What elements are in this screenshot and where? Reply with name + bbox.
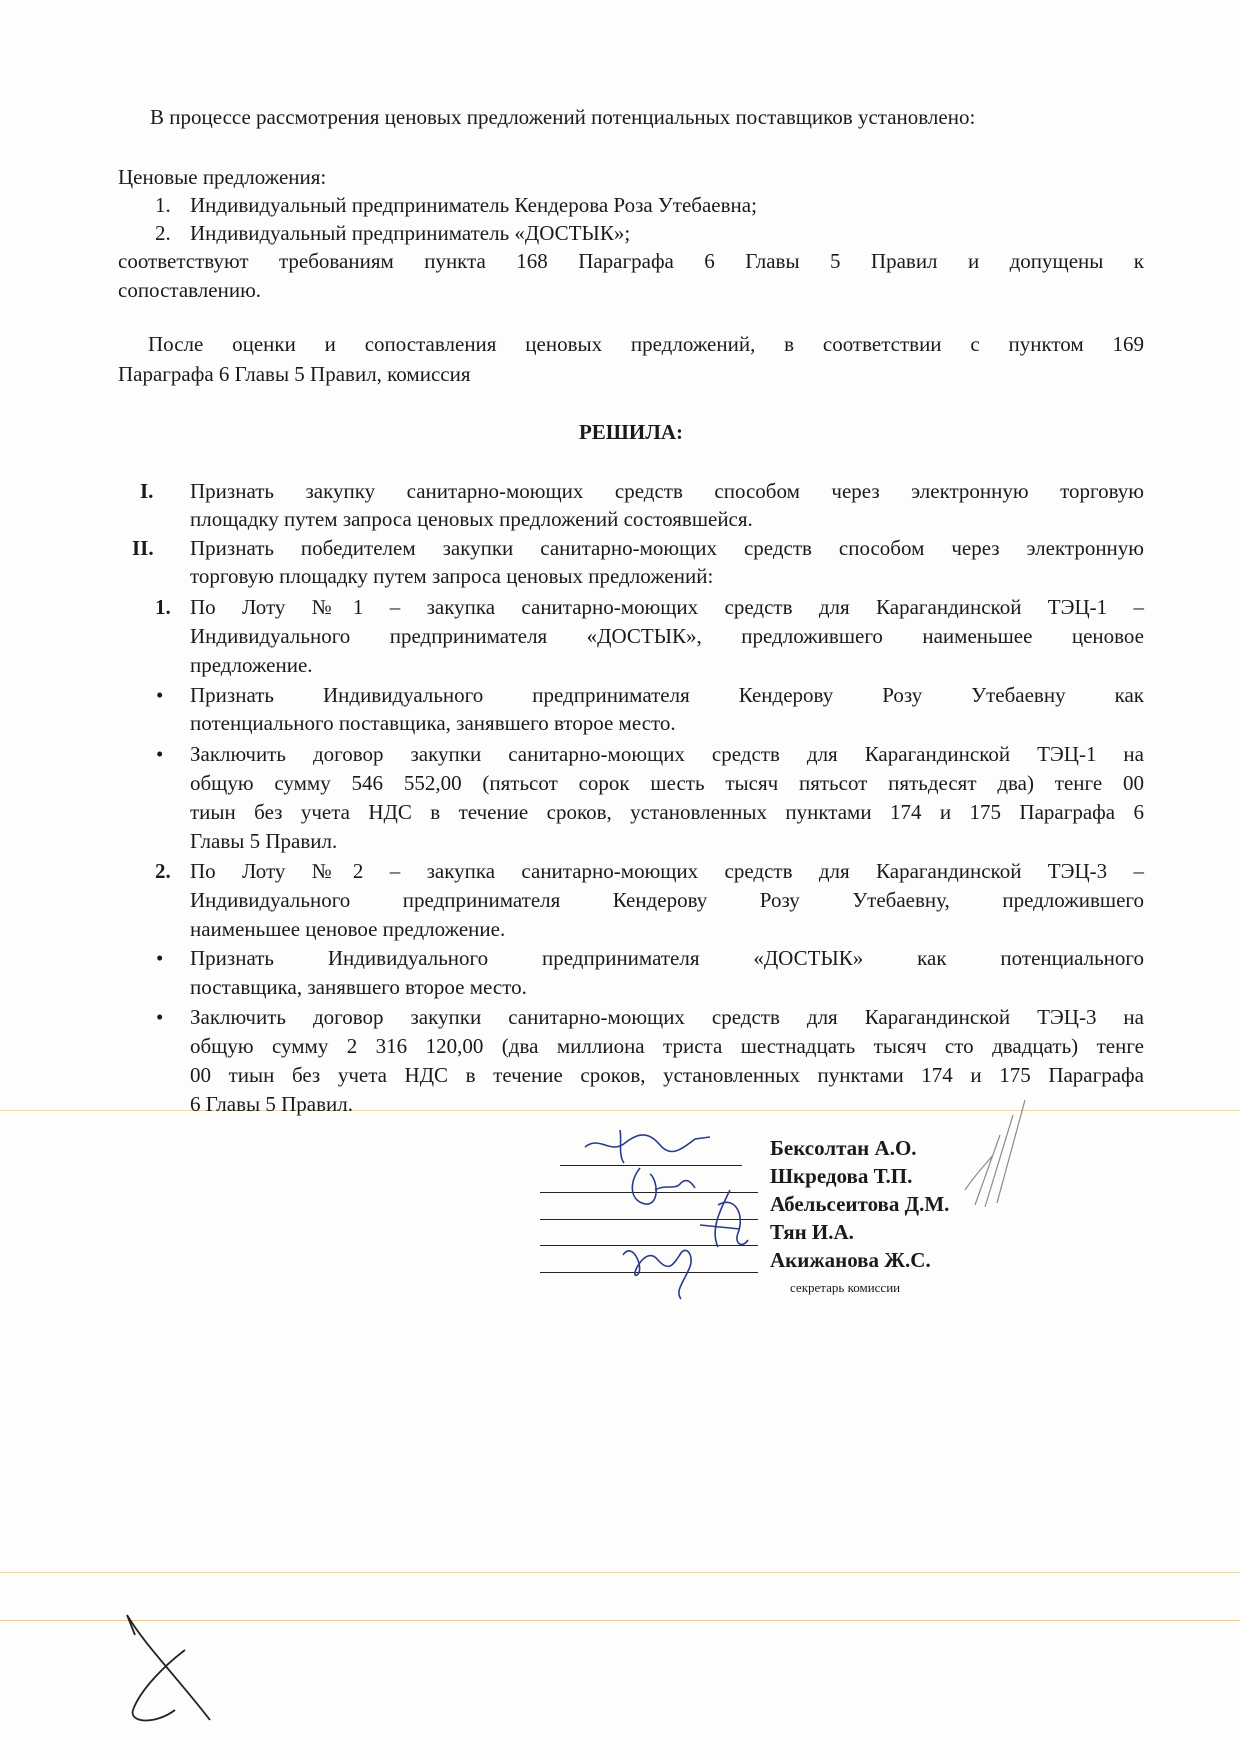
- lot-line: предложение.: [190, 653, 313, 677]
- signatory-name: Бексолтан А.О.: [770, 1136, 917, 1160]
- bullet-line: общую сумму 2 316 120,00 (два миллиона триста шестнадцать тысяч сто двадцать) тенге: [190, 1034, 1144, 1058]
- offer-item: Индивидуальный предприниматель «ДОСТЫК»;: [190, 221, 631, 245]
- signatory-name: Тян И.А.: [770, 1220, 854, 1244]
- handwritten-initial-icon: [115, 1605, 225, 1730]
- lot-line: По Лоту №1 – закупка санитарно-моющих средств для Карагандинской ТЭЦ-1 –: [190, 595, 1144, 619]
- signatory-name: Шкредова Т.П.: [770, 1164, 913, 1188]
- decision-marker: I.: [140, 479, 154, 503]
- bullet-line: общую сумму 546 552,00 (пятьсот сорок шесть тысяч пятьсот пятьдесят два) тенге 00: [190, 771, 1144, 795]
- intro-paragraph: В процессе рассмотрения ценовых предложений потенциальных поставщиков установлено:: [150, 105, 976, 129]
- decision-line: торговую площадку путем запроса ценовых предложений:: [190, 564, 714, 588]
- decided-heading: РЕШИЛА:: [578, 420, 684, 444]
- bullet-marker: •: [156, 946, 164, 970]
- bullet-marker: •: [156, 683, 164, 707]
- offer-number: 1.: [155, 193, 171, 217]
- offer-number: 2.: [155, 221, 171, 245]
- handwritten-signature-icon: [615, 1235, 715, 1305]
- secretary-caption: секретарь комиссии: [790, 1280, 901, 1295]
- scan-rule-line: [0, 1572, 1240, 1573]
- lot-line: наименьшее ценовое предложение.: [190, 917, 506, 941]
- lot-marker: 1.: [155, 595, 171, 619]
- offers-title: Ценовые предложения:: [118, 165, 327, 189]
- conformity-line: сопоставлению.: [118, 278, 262, 302]
- bullet-marker: •: [156, 1005, 164, 1029]
- bullet-marker: •: [156, 742, 164, 766]
- lot-line: По Лоту №2 – закупка санитарно-моющих средств для Карагандинской ТЭЦ-3 –: [190, 859, 1144, 883]
- bullet-line: Заключить договор закупки санитарно-моющих средств для Карагандинской ТЭЦ-3 на: [190, 1005, 1144, 1029]
- scan-rule-line: [0, 1110, 1240, 1111]
- decision-marker: II.: [132, 536, 154, 560]
- offer-item: Индивидуальный предприниматель Кендерова Роза Утебаевна;: [190, 193, 757, 217]
- lot-line: Индивидуального предпринимателя «ДОСТЫК», предложившего наименьшее ценовое: [190, 624, 1144, 648]
- bullet-line: тиын без учета НДС в течение сроков, установленных пунктами 174 и 175 Параграфа 6: [190, 800, 1144, 824]
- decision-line: Признать победителем закупки санитарно-моющих средств способом через электронную: [190, 536, 1144, 560]
- signatory-name: Акижанова Ж.С.: [770, 1248, 931, 1272]
- handwritten-signature-icon: [955, 1095, 1040, 1210]
- decision-line: Признать закупку санитарно-моющих средств способом через электронную торговую: [190, 479, 1144, 503]
- conformity-line: соответствуют требованиям пункта 168 Параграфа 6 Главы 5 Правил и допущены к: [118, 249, 1144, 273]
- signatory-name: Абельсеитова Д.М.: [770, 1192, 950, 1216]
- bullet-line: 6 Главы 5 Правил.: [190, 1092, 354, 1116]
- bullet-line: поставщика, занявшего второе место.: [190, 975, 527, 999]
- bullet-line: потенциального поставщика, занявшего второе место.: [190, 711, 676, 735]
- handwritten-signature-icon: [580, 1125, 740, 1165]
- lot-line: Индивидуального предпринимателя Кендерову Розу Утебаевну, предложившего: [190, 888, 1144, 912]
- bullet-line: Заключить договор закупки санитарно-моющих средств для Карагандинской ТЭЦ-1 на: [190, 742, 1144, 766]
- lot-marker: 2.: [155, 859, 171, 883]
- bullet-line: Признать Индивидуального предпринимателя Кендерову Розу Утебаевну как: [190, 683, 1144, 707]
- evaluation-line: Параграфа 6 Главы 5 Правил, комиссия: [118, 362, 471, 386]
- decision-line: площадку путем запроса ценовых предложений состоявшейся.: [190, 507, 753, 531]
- bullet-line: 00 тиын без учета НДС в течение сроков, установленных пунктами 174 и 175 Параграфа: [190, 1063, 1144, 1087]
- bullet-line: Главы 5 Правил.: [190, 829, 338, 853]
- bullet-line: Признать Индивидуального предпринимателя «ДОСТЫК» как потенциального: [190, 946, 1144, 970]
- evaluation-line: После оценки и сопоставления ценовых предложений, в соответствии с пунктом 169: [148, 332, 1144, 356]
